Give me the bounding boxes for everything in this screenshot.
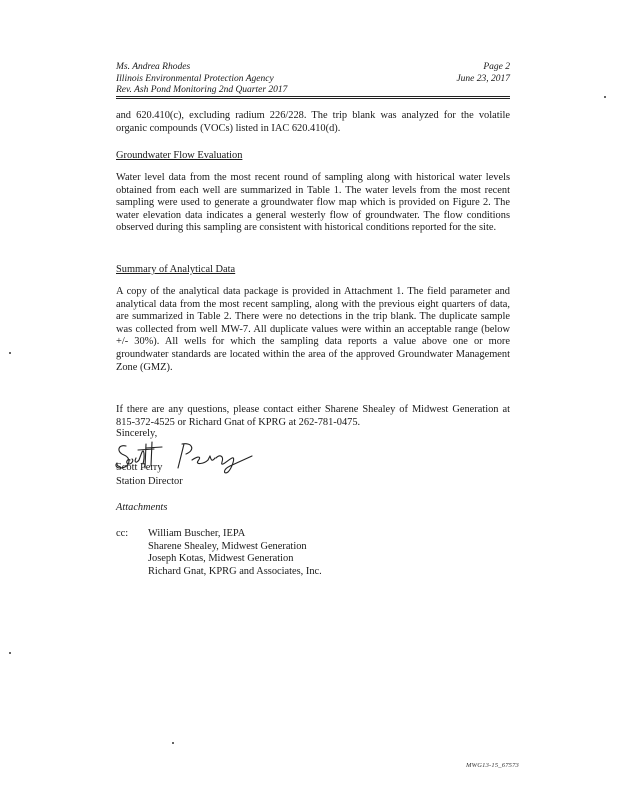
header-recipient: Ms. Andrea Rhodes: [116, 62, 191, 72]
analytical-heading: Summary of Analytical Data: [116, 264, 236, 275]
header-subject: Rev. Ash Pond Monitoring 2nd Quarter 2017: [116, 85, 288, 95]
intro-paragraph: and 620.410(c), excluding radium 226/228. The trip blank was analyzed for the volatile organic compounds (VOCs) listed in IAC 620.410(d).: [116, 110, 510, 134]
header-page-number: Page 2: [483, 62, 510, 72]
salutation: Sincerely,: [116, 428, 158, 439]
scan-speck: [9, 352, 11, 354]
header-rule: [116, 96, 510, 97]
groundwater-heading: Groundwater Flow Evaluation: [116, 150, 243, 161]
header-agency: Illinois Environmental Protection Agency: [116, 73, 274, 84]
analytical-paragraph: A copy of the analytical data package is provided in Attachment 1. The field parameter and analytical data from the most recent sampling, along with the previous eight quarters of data, are summarized in Table 2. There were no detections in the trip blank. The duplicate sample was collected from well MW-7. All duplicate values were within an acceptable range (below +/- 30%). All wells for which the sampling data reports a value above one or more groundwater standards are located within the area of the approved Groundwater Management Zone (GMZ).: [116, 286, 510, 373]
signer-title: Station Director: [116, 476, 183, 487]
cc-recipient: Sharene Shealey, Midwest Generation: [148, 540, 307, 552]
attachments-label: Attachments: [116, 502, 168, 513]
cc-recipient: Richard Gnat, KPRG and Associates, Inc.: [148, 565, 322, 577]
cc-recipient: Joseph Kotas, Midwest Generation: [148, 553, 294, 565]
cc-recipient: William Buscher, IEPA: [148, 528, 246, 539]
scan-speck: [9, 652, 11, 654]
contact-paragraph: If there are any questions, please contact either Sharene Shealey of Midwest Generation at 815-372-4525 or Richard Gnat of KPRG at 262-781-0475.: [116, 404, 510, 428]
cc-list: [148, 528, 322, 578]
letter-header-right: [456, 62, 510, 85]
header-date: June 23, 2017: [456, 73, 510, 84]
letter-header-left: [116, 62, 287, 97]
signer-name: Scott Perry: [116, 462, 163, 473]
cc-label: cc:: [116, 528, 129, 539]
scan-speck: [172, 742, 174, 744]
bates-number: MWG13-15_67573: [466, 762, 519, 769]
header-rule-double: [116, 98, 510, 99]
scan-speck: [604, 96, 606, 98]
groundwater-paragraph: Water level data from the most recent round of sampling along with historical water levels obtained from each well are summarized in Table 1. The water levels from the most recent sampling were used to generate a groundwater flow map which is provided on Figure 2. The water elevation data indicates a general westerly flow of groundwater. The flow conditions observed during this sampling are consistent with historical conditions reported for the site.: [116, 172, 510, 234]
